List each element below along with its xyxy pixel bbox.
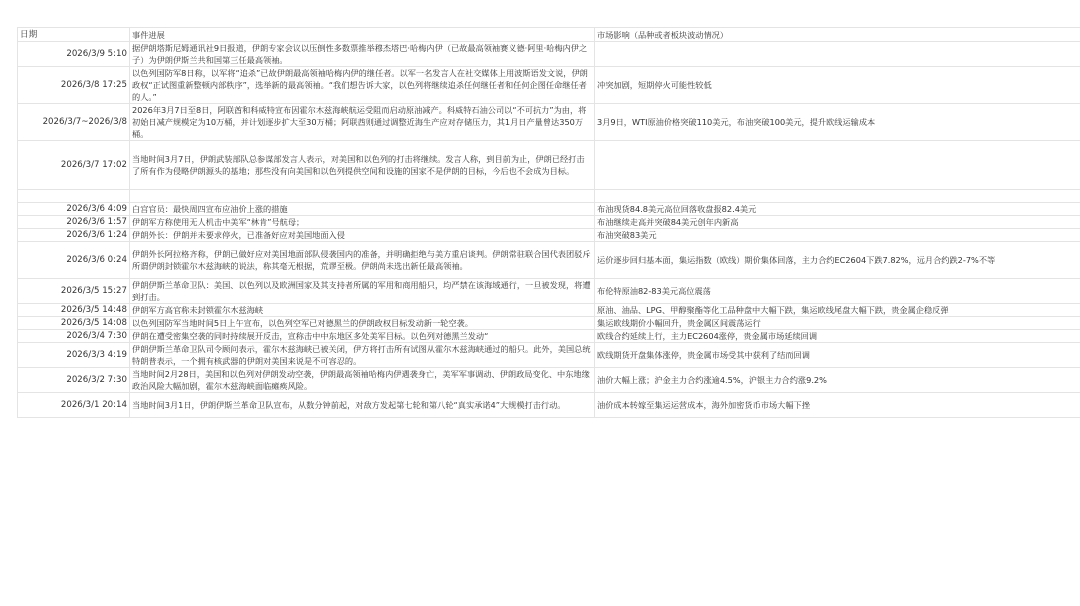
date-cell[interactable] [18,190,130,203]
date-cell[interactable]: 2026/3/2 7:30 [18,368,130,393]
date-cell[interactable]: 2026/3/5 15:27 [18,279,130,304]
date-cell[interactable]: 2026/3/7 17:02 [18,141,130,190]
impact-cell[interactable] [595,42,1080,67]
table-row [18,203,1080,216]
table-row [18,317,1080,330]
spreadsheet [17,27,1080,418]
event-cell[interactable]: 伊朗军方称使用无人机击中美军“林肯”号航母； [130,216,595,229]
event-cell[interactable]: 据伊朗塔斯尼姆通讯社9日报道，伊朗专家会议以压倒性多数票推举穆杰塔巴·哈梅内伊（已故最高领袖赛义德·阿里·哈梅内伊之子）为伊朗伊斯兰共和国第三任最高领袖。 [130,42,595,67]
impact-cell[interactable]: 冲突加剧，短期停火可能性较低 [595,67,1080,104]
event-cell[interactable]: 伊朗外长阿拉格齐称，伊朗已做好应对美国地面部队侵袭国内的准备，并明确拒绝与美方重启谈判。伊朗常驻联合国代表团驳斥所谓伊朗封锁霍尔木兹海峡的说法，称其毫无根据，荒谬至极。伊朗尚未选出新任最高领袖。 [130,242,595,279]
impact-cell[interactable] [595,141,1080,190]
header-row [18,28,1080,42]
impact-cell[interactable]: 布伦特原油82-83美元高位震荡 [595,279,1080,304]
table-row [18,242,1080,279]
table-row [18,304,1080,317]
header-date[interactable]: 日期 [18,28,130,42]
date-cell[interactable]: 2026/3/5 14:48 [18,304,130,317]
event-cell[interactable]: 伊朗伊斯兰革命卫队司令顾问表示，霍尔木兹海峡已被关闭，伊方将打击所有试图从霍尔木兹海峡通过的船只。此外，美国总统特朗普表示，一个拥有核武器的伊朗对美国来说是不可容忍的。 [130,343,595,368]
date-cell[interactable]: 2026/3/8 17:25 [18,67,130,104]
date-cell[interactable]: 2026/3/4 7:30 [18,330,130,343]
date-cell[interactable]: 2026/3/7~2026/3/8 [18,104,130,141]
table-row [18,330,1080,343]
table-row [18,229,1080,242]
table-row [18,141,1080,190]
impact-cell[interactable]: 布油继续走高并突破84美元创年内新高 [595,216,1080,229]
impact-cell[interactable]: 油价大幅上涨；沪金主力合约涨逾4.5%，沪银主力合约涨9.2% [595,368,1080,393]
header-impact[interactable]: 市场影响（品种或者板块波动情况） [595,28,1080,42]
table-row [18,343,1080,368]
event-cell[interactable]: 当地时间3月1日，伊朗伊斯兰革命卫队宣布，从数分钟前起，对敌方发起第七轮和第八轮“真实承诺4”大规模打击行动。 [130,393,595,418]
event-cell[interactable]: 以色列国防军当地时间5日上午宣布，以色列空军已对德黑兰的伊朗政权目标发动新一轮空袭。 [130,317,595,330]
event-cell[interactable]: 当地时间2月28日，美国和以色列对伊朗发动空袭，伊朗最高领袖哈梅内伊遇袭身亡，美军军事调动、伊朗政局变化、中东地缘政治风险大幅加剧，霍尔木兹海峡面临瘫痪风险。 [130,368,595,393]
impact-cell[interactable]: 原油、油品、LPG、甲醇聚酯等化工品种盘中大幅下跌，集运欧线尾盘大幅下跌，贵金属企稳反弹 [595,304,1080,317]
event-cell[interactable]: 伊朗伊斯兰革命卫队：美国、以色列以及欧洲国家及其支持者所属的军用和商用船只，均严禁在该海域通行，一旦被发现，将遭到打击。 [130,279,595,304]
table-row [18,104,1080,141]
date-cell[interactable]: 2026/3/6 1:24 [18,229,130,242]
date-cell[interactable]: 2026/3/5 14:08 [18,317,130,330]
event-cell[interactable]: 2026年3月7日至8日，阿联酋和科威特宣布因霍尔木兹海峡航运受阻而启动原油减产。科威特石油公司以“不可抗力”为由，将初始日减产规模定为10万桶，并计划逐步扩大至30万桶；阿联酋则通过调整近海生产应对存储压力，其1月日产量曾达350万桶。 [130,104,595,141]
table-row [18,393,1080,418]
date-cell[interactable]: 2026/3/6 0:24 [18,242,130,279]
impact-cell[interactable]: 3月9日，WTI原油价格突破110美元，布油突破100美元，提升欧线运输成本 [595,104,1080,141]
table-row [18,190,1080,203]
date-cell[interactable]: 2026/3/1 20:14 [18,393,130,418]
event-cell[interactable] [130,190,595,203]
event-table [17,27,1080,418]
impact-cell[interactable]: 布油突破83美元 [595,229,1080,242]
impact-cell[interactable]: 油价成本转嫁至集运运营成本，海外加密货币市场大幅下挫 [595,393,1080,418]
event-cell[interactable]: 当地时间3月7日，伊朗武装部队总参谋部发言人表示，对美国和以色列的打击将继续。发言人称，到目前为止，伊朗已经打击了所有作为侵略伊朗源头的基地；那些没有向美国和以色列提供空间和设施的国家不是伊朗的目标，今后也不会成为目标。 [130,141,595,190]
event-cell[interactable]: 白宫官员：最快周四宣布应油价上涨的措施 [130,203,595,216]
date-cell[interactable]: 2026/3/3 4:19 [18,343,130,368]
event-cell[interactable]: 伊朗外长：伊朗并未要求停火，已准备好应对美国地面入侵 [130,229,595,242]
event-cell[interactable]: 伊朗在遭受密集空袭的同时持续展开反击，宣称击中中东地区多处美军目标。以色列对德黑兰发动“ [130,330,595,343]
impact-cell[interactable]: 欧线合约延续上行，主力EC2604涨停，贵金属市场延续回调 [595,330,1080,343]
date-cell[interactable]: 2026/3/6 4:09 [18,203,130,216]
header-event[interactable]: 事件进展 [130,28,595,42]
impact-cell[interactable]: 布油现货84.8美元高位回落收盘报82.4美元 [595,203,1080,216]
impact-cell[interactable]: 集运欧线期价小幅回升，贵金属区间震荡运行 [595,317,1080,330]
event-cell[interactable]: 伊朗军方高官称未封锁霍尔木兹海峡 [130,304,595,317]
impact-cell[interactable] [595,190,1080,203]
table-row [18,42,1080,67]
table-row [18,67,1080,104]
table-row [18,368,1080,393]
event-cell[interactable]: 以色列国防军8日称，以军将“追杀”已故伊朗最高领袖哈梅内伊的继任者。以军一名发言人在社交媒体上用波斯语发文说，伊朗政权“正试图重新整顿内部秩序”，选举新的最高领袖。“我们想告诉大家，以色列将继续追杀任何继任者和任何企图任命继任者的人。” [130,67,595,104]
impact-cell[interactable]: 运价逐步回归基本面，集运指数（欧线）期价集体回落，主力合约EC2604下跌7.82%，远月合约跌2-7%不等 [595,242,1080,279]
table-row [18,279,1080,304]
date-cell[interactable]: 2026/3/9 5:10 [18,42,130,67]
table-row [18,216,1080,229]
impact-cell[interactable]: 欧线期货开盘集体涨停，贵金属市场受其中获利了结而回调 [595,343,1080,368]
date-cell[interactable]: 2026/3/6 1:57 [18,216,130,229]
